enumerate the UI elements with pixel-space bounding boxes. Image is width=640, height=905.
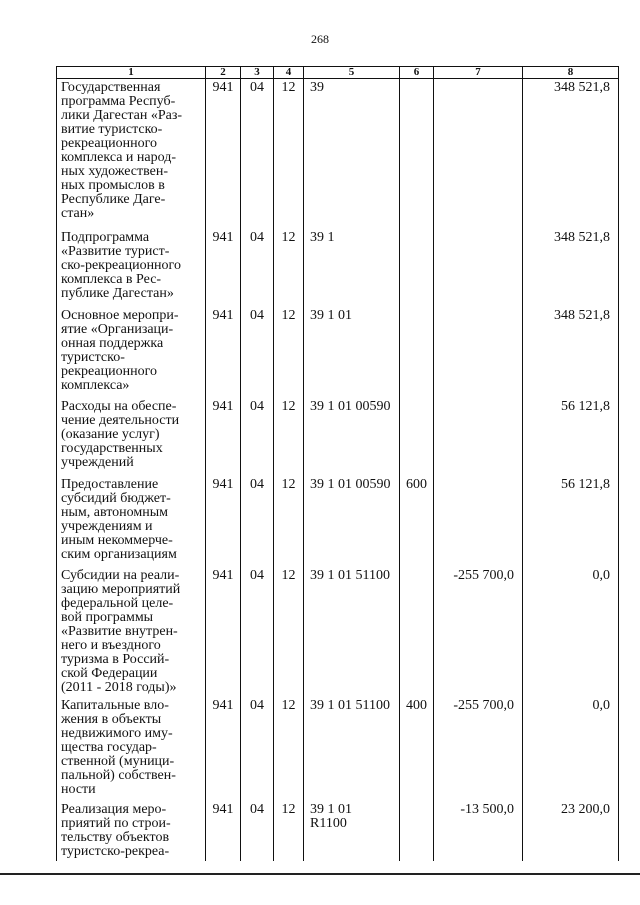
row-total-amount: 348 521,8 — [523, 229, 619, 307]
row-target-code: 39 — [304, 79, 400, 229]
row-name — [57, 398, 206, 476]
row-expense-type — [400, 567, 434, 697]
row-name-line: туризма в Россий- — [61, 651, 170, 667]
row-target-code-line: 39 1 01 — [310, 801, 352, 817]
row-subsection-code: 12 — [274, 567, 304, 697]
row-name-line: «Развитие внутрен- — [61, 623, 178, 639]
row-name-line: ным, автономным — [61, 504, 169, 520]
row-name-line: федеральной целе- — [61, 595, 174, 611]
row-section-code: 04 — [241, 476, 274, 567]
table-row — [57, 476, 619, 567]
row-section-code: 04 — [241, 229, 274, 307]
row-name — [57, 229, 206, 307]
row-name-line: (оказание услуг) — [61, 426, 160, 442]
row-target-code: 39 1 01 00590 — [304, 476, 400, 567]
row-name — [57, 307, 206, 398]
row-name-line: недвижимого иму- — [61, 725, 173, 741]
header-col-2: 2 — [206, 67, 241, 79]
table-row — [57, 307, 619, 398]
row-name-line: стан» — [61, 206, 95, 221]
row-target-code: 39 1 01 00590 — [304, 398, 400, 476]
table-row — [57, 697, 619, 801]
row-name-line: Субсидии на реали- — [61, 567, 180, 583]
row-name-line: лики Дагестан «Раз- — [61, 108, 183, 123]
header-col-6: 6 — [400, 67, 434, 79]
row-name-line: Республике Даге- — [61, 192, 166, 207]
row-subsection-code: 12 — [274, 79, 304, 229]
row-change-amount — [434, 398, 523, 476]
row-name-line: зацию мероприятий — [61, 581, 181, 597]
row-name-line: ской Федерации — [61, 665, 158, 681]
row-name-line: него и въездного — [61, 637, 161, 653]
row-expense-type — [400, 229, 434, 307]
row-subsection-code: 12 — [274, 801, 304, 861]
row-total-amount: 348 521,8 — [523, 79, 619, 229]
row-change-amount: -255 700,0 — [434, 697, 523, 801]
row-chapter-code: 941 — [206, 801, 241, 861]
row-section-code: 04 — [241, 398, 274, 476]
row-chapter-code: 941 — [206, 398, 241, 476]
row-name-line: «Развитие турист- — [61, 243, 170, 259]
row-section-code: 04 — [241, 801, 274, 861]
table-row — [57, 567, 619, 697]
table-row — [57, 801, 619, 861]
row-total-amount: 0,0 — [523, 697, 619, 801]
row-change-amount — [434, 229, 523, 307]
row-total-amount: 348 521,8 — [523, 307, 619, 398]
row-expense-type — [400, 79, 434, 229]
row-name-line: (2011 - 2018 годы)» — [61, 679, 177, 695]
row-name-line: учреждениям и — [61, 518, 153, 534]
row-name-line: вой программы — [61, 609, 154, 625]
row-name-line: ственной (муници- — [61, 753, 175, 769]
table-row — [57, 229, 619, 307]
row-name-line: государственных — [61, 440, 163, 456]
row-name-line: Предоставление — [61, 476, 159, 492]
row-name — [57, 79, 206, 229]
row-name-line: пальной) собствен- — [61, 767, 176, 783]
row-expense-type — [400, 307, 434, 398]
header-col-8: 8 — [523, 67, 619, 79]
row-expense-type — [400, 398, 434, 476]
row-total-amount: 0,0 — [523, 567, 619, 697]
row-expense-type: 400 — [400, 697, 434, 801]
row-name — [57, 801, 206, 861]
header-col-4: 4 — [274, 67, 304, 79]
row-target-code: 39 1 01 51100 — [304, 567, 400, 697]
row-subsection-code: 12 — [274, 307, 304, 398]
row-name-line: рекреационного — [61, 136, 157, 151]
bottom-rule — [0, 873, 640, 875]
row-change-amount — [434, 307, 523, 398]
row-change-amount: -13 500,0 — [434, 801, 523, 861]
row-change-amount: -255 700,0 — [434, 567, 523, 697]
row-change-amount — [434, 476, 523, 567]
header-col-1: 1 — [57, 67, 206, 79]
row-name-line: щества государ- — [61, 739, 157, 755]
row-name-line: Реализация меро- — [61, 801, 167, 817]
header-col-7: 7 — [434, 67, 523, 79]
row-name-line: тельству объектов — [61, 829, 170, 845]
row-total-amount: 56 121,8 — [523, 398, 619, 476]
page-number: 268 — [311, 32, 329, 46]
row-subsection-code: 12 — [274, 229, 304, 307]
budget-table — [56, 66, 619, 861]
row-section-code: 04 — [241, 697, 274, 801]
row-name-line: иным некоммерче- — [61, 532, 173, 548]
row-name-line: жения в объекты — [61, 711, 162, 727]
row-name-line: программа Респуб- — [61, 94, 176, 109]
row-target-code-line: R1100 — [310, 815, 347, 831]
row-name-line: ятие «Организаци- — [61, 321, 174, 337]
row-subsection-code: 12 — [274, 476, 304, 567]
row-chapter-code: 941 — [206, 307, 241, 398]
row-section-code: 04 — [241, 307, 274, 398]
table-row — [57, 398, 619, 476]
row-name-line: ности — [61, 781, 96, 797]
header-row — [57, 67, 619, 79]
row-name — [57, 476, 206, 567]
row-name-line: витие туристско- — [61, 122, 163, 137]
row-name-line: рекреационного — [61, 363, 157, 379]
row-subsection-code: 12 — [274, 697, 304, 801]
row-name-line: субсидий бюджет- — [61, 490, 171, 506]
row-name-line: Основное меропри- — [61, 307, 179, 323]
row-name-line: ско-рекреационного — [61, 257, 181, 273]
row-chapter-code: 941 — [206, 476, 241, 567]
row-name-line: комплекса в Рес- — [61, 271, 162, 287]
row-name-line: чение деятельности — [61, 412, 180, 428]
table-body — [57, 79, 619, 861]
row-name-line: ским организациям — [61, 546, 177, 562]
row-name-line: приятий по строи- — [61, 815, 171, 831]
row-name-line: Подпрограмма — [61, 229, 150, 245]
row-target-code — [304, 801, 400, 861]
row-name-line: Капитальные вло- — [61, 697, 169, 713]
row-total-amount: 56 121,8 — [523, 476, 619, 567]
row-name-line: учреждений — [61, 454, 134, 470]
row-expense-type — [400, 801, 434, 861]
row-subsection-code: 12 — [274, 398, 304, 476]
row-chapter-code: 941 — [206, 79, 241, 229]
row-name-line: онная поддержка — [61, 335, 164, 351]
row-target-code: 39 1 — [304, 229, 400, 307]
row-target-code: 39 1 01 — [304, 307, 400, 398]
table-row — [57, 79, 619, 229]
header-col-3: 3 — [241, 67, 274, 79]
row-name-line: публике Дагестан» — [61, 285, 174, 301]
row-name-line: туристско-рекреа- — [61, 843, 170, 859]
row-name-line: Государственная — [61, 80, 161, 95]
header-col-5: 5 — [304, 67, 400, 79]
row-name-line: туристско- — [61, 349, 125, 365]
row-change-amount — [434, 79, 523, 229]
row-name-line: комплекса» — [61, 377, 130, 393]
row-name-line: ных художествен- — [61, 164, 169, 179]
row-chapter-code: 941 — [206, 567, 241, 697]
row-name — [57, 567, 206, 697]
row-target-code: 39 1 01 51100 — [304, 697, 400, 801]
row-name — [57, 697, 206, 801]
row-chapter-code: 941 — [206, 229, 241, 307]
row-section-code: 04 — [241, 567, 274, 697]
row-name-line: ных промыслов в — [61, 178, 165, 193]
row-total-amount: 23 200,0 — [523, 801, 619, 861]
row-name-line: комплекса и народ- — [61, 150, 177, 165]
row-expense-type: 600 — [400, 476, 434, 567]
row-chapter-code: 941 — [206, 697, 241, 801]
row-name-line: Расходы на обеспе- — [61, 398, 177, 414]
row-section-code: 04 — [241, 79, 274, 229]
